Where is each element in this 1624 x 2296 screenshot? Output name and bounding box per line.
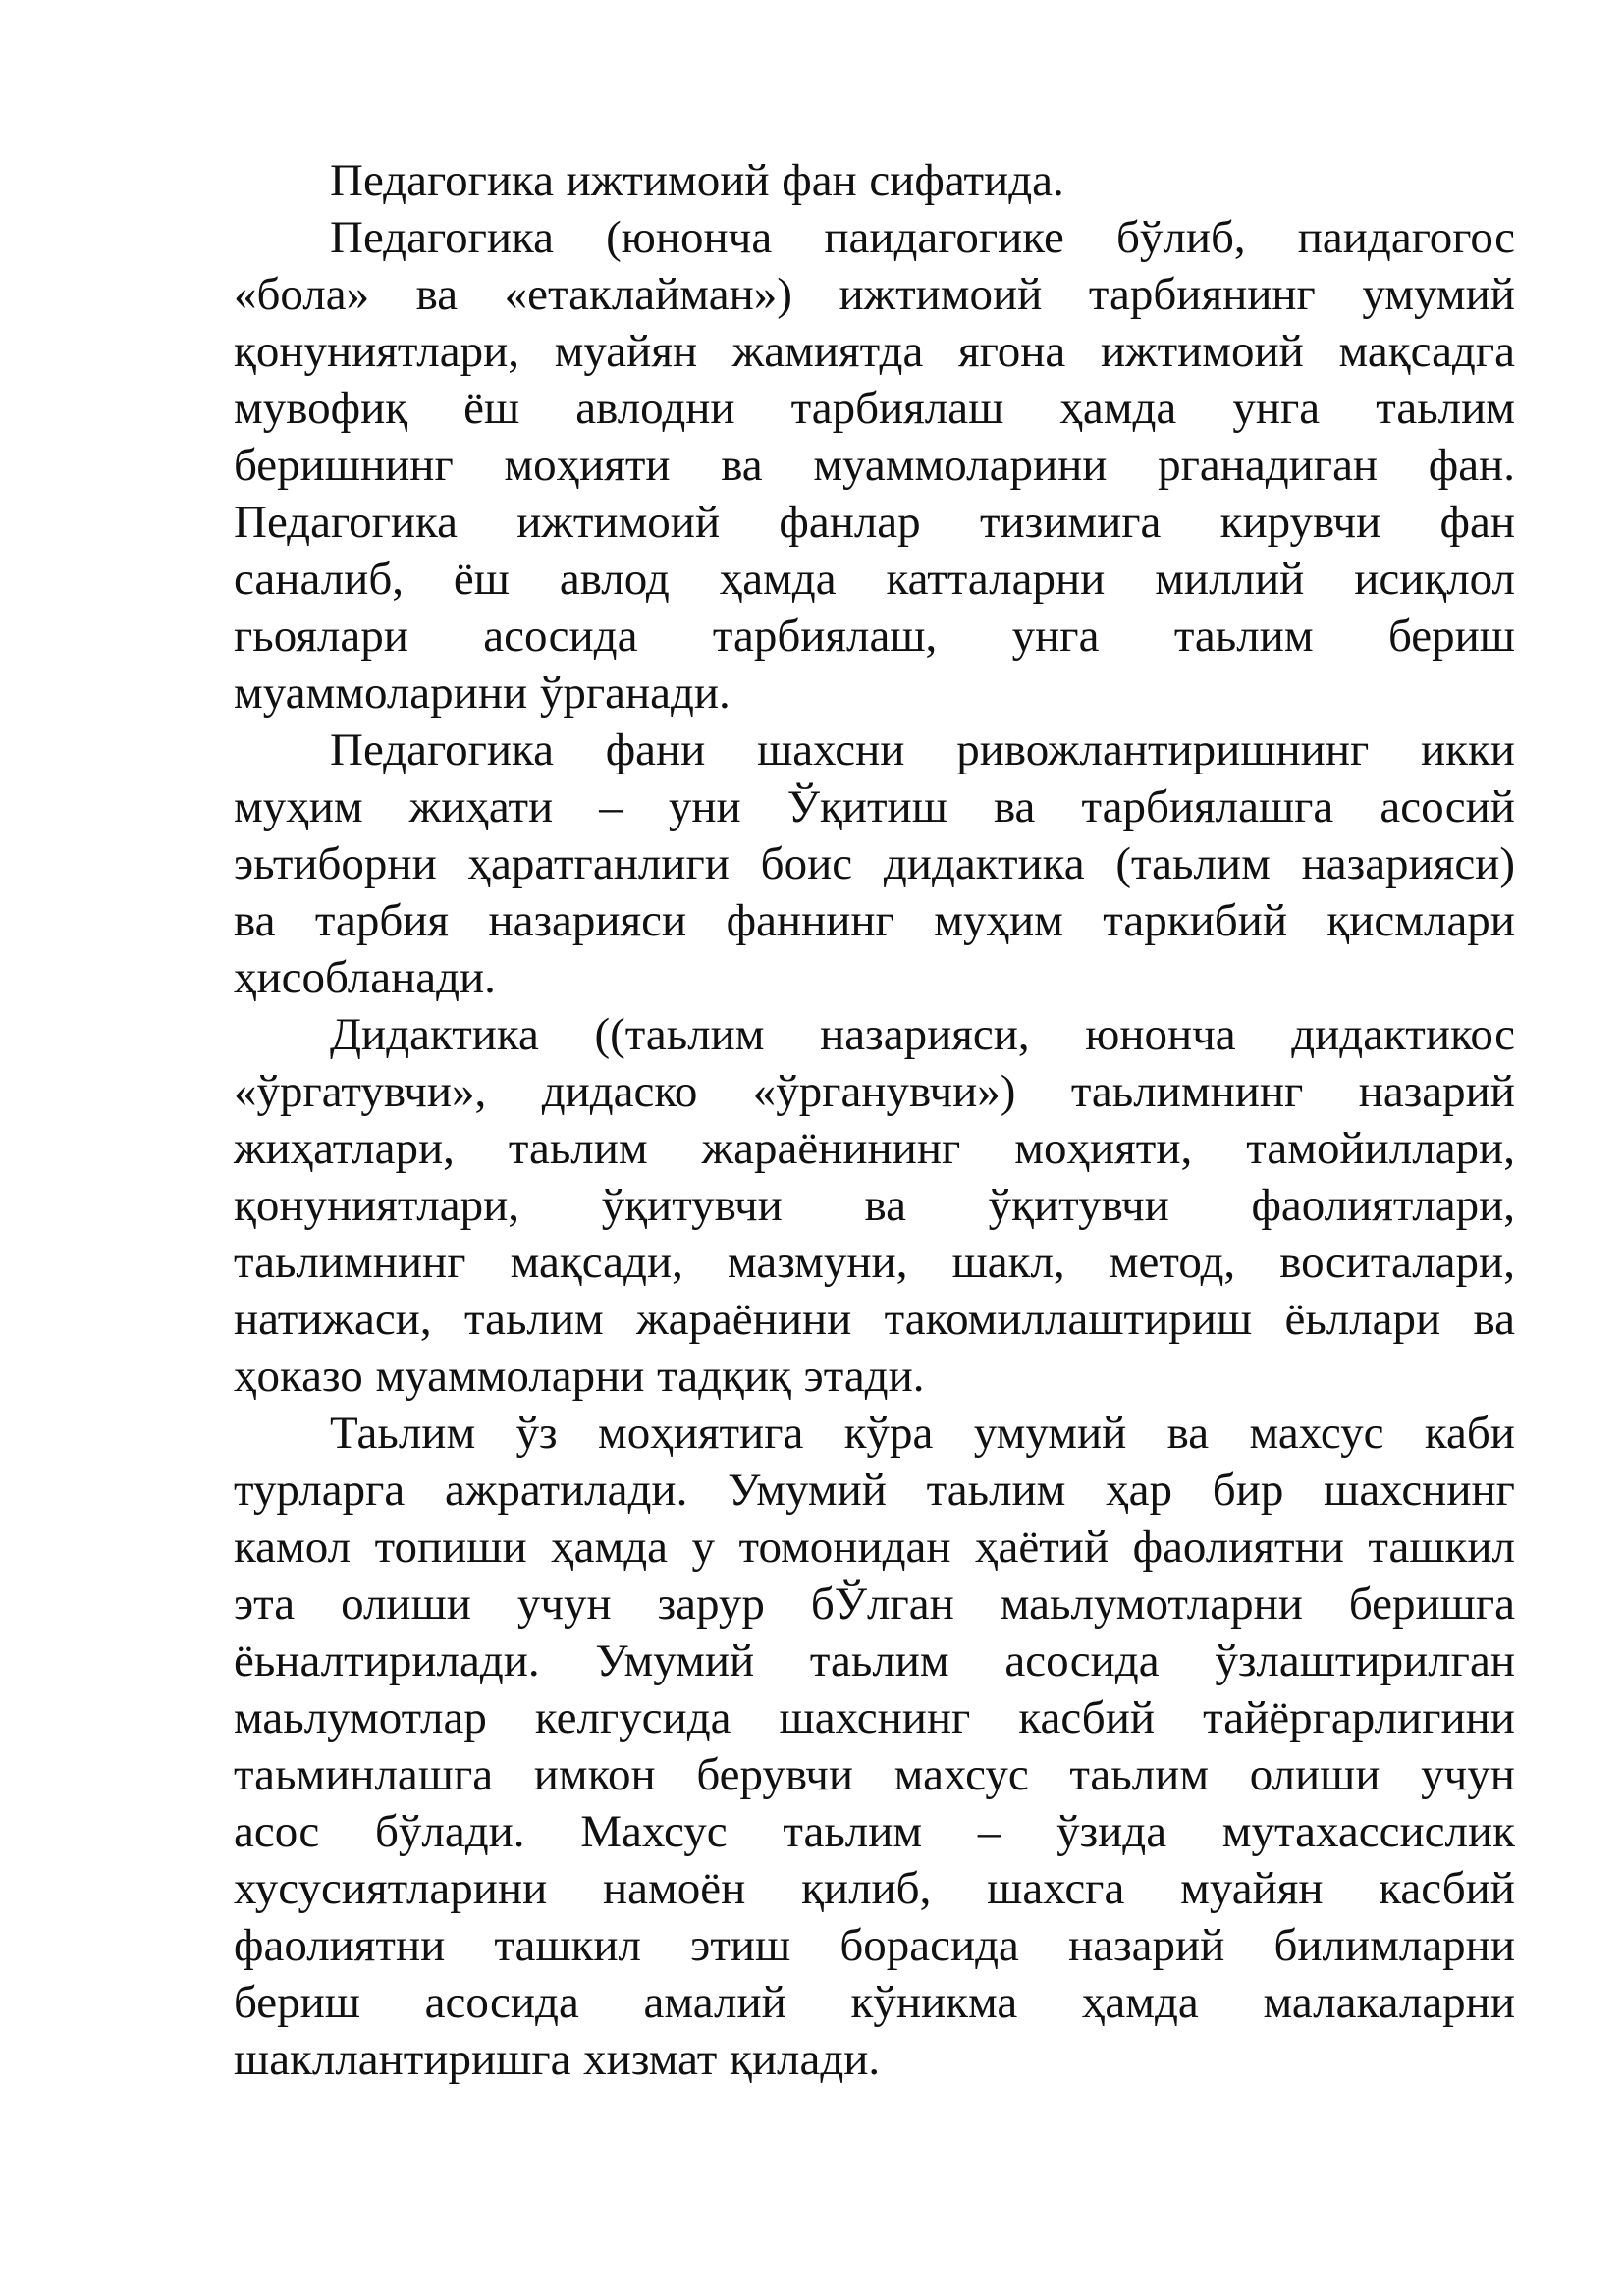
text-line: муҳим жиҳати – уни Ўқитиш ва тарбиялашга асосий (234, 781, 1515, 832)
text-line: қонуниятлари, муайян жамиятда ягона ижтимоий мақсадга (234, 326, 1515, 377)
text-line: Педагогика ижтимоий фан сифатида. (330, 155, 1064, 206)
text-line: мувофиқ ёш авлодни тарбиялаш ҳамда унга таьлим (234, 383, 1515, 434)
text-line: натижаси, таьлим жараёнини такомиллаштириш ёьллари ва (234, 1294, 1515, 1345)
text-line: беришнинг моҳияти ва муаммоларини рганадиган фан. (234, 440, 1515, 491)
text-line: таьлимнинг мақсади, мазмуни, шакл, метод, воситалари, (234, 1237, 1515, 1288)
document-body (234, 152, 1515, 2088)
text-line: турларга ажратилади. Умумий таьлим ҳар бир шахснинг (234, 1465, 1515, 1516)
text-line: Дидактика ((таьлим назарияси, юнонча дидактикос (330, 1009, 1515, 1060)
text-line: Таьлим ўз моҳиятига кўра умумий ва махсус каби (330, 1408, 1515, 1459)
text-line: фаолиятни ташкил этиш борасида назарий билимларни (234, 1920, 1515, 1971)
text-line: ва тарбия назарияси фаннинг муҳим таркибий қисмлари (234, 895, 1515, 946)
text-line: Педагогика фани шахсни ривожлантиришнинг икки (330, 724, 1515, 775)
text-line: ҳисобланади. (234, 952, 496, 1003)
text-line: ёьналтирилади. Умумий таьлим асосида ўзлаштирилган (234, 1635, 1515, 1686)
text-line: гьоялари асосида тарбиялаш, унга таьлим бериш (234, 611, 1515, 662)
paragraph (234, 1006, 1515, 1405)
paragraph (234, 1405, 1515, 2088)
text-line: эта олиши учун зарур бЎлган маьлумотларни беришга (234, 1578, 1515, 1629)
text-line: шакллантиришга хизмат қилади. (234, 2034, 881, 2085)
text-line: хусусиятларини намоён қилиб, шахсга муайян касбий (234, 1863, 1515, 1914)
text-line: ҳоказо муаммоларни тадқиқ этади. (234, 1351, 925, 1402)
text-line: «бола» ва «етаклайман») ижтимоий тарбиянинг умумий (234, 269, 1515, 320)
text-line: таьминлашга имкон берувчи махсус таьлим олиши учун (234, 1749, 1515, 1800)
text-line: камол топиши ҳамда у томонидан ҳаётий фаолиятни ташкил (234, 1522, 1515, 1573)
text-line: Педагогика ижтимоий фанлар тизимига кирувчи фан (234, 497, 1515, 548)
text-line: жиҳатлари, таьлим жараёнининг моҳияти, тамойиллари, (234, 1123, 1515, 1174)
text-line: эьтиборни ҳаратганлиги боис дидактика (таьлим назарияси) (234, 838, 1515, 889)
text-line: саналиб, ёш авлод ҳамда катталарни миллий исиқлол (234, 554, 1515, 605)
text-line: маьлумотлар келгусида шахснинг касбий тайёргарлигини (234, 1692, 1515, 1743)
document-heading (234, 152, 1515, 209)
text-line: «ўргатувчи», дидаско «ўрганувчи») таьлимнинг назарий (234, 1066, 1515, 1117)
text-line: қонуниятлари, ўқитувчи ва ўқитувчи фаолиятлари, (234, 1180, 1515, 1231)
text-line: Педагогика (юнонча паидагогике бўлиб, паидагогос (330, 212, 1515, 263)
text-line: муаммоларини ўрганади. (234, 667, 731, 719)
paragraph (234, 721, 1515, 1006)
text-line: асос бўлади. Махсус таьлим – ўзида мутахассислик (234, 1806, 1515, 1857)
paragraph (234, 209, 1515, 721)
text-line: бериш асосида амалий кўникма ҳамда малакаларни (234, 1977, 1515, 2028)
